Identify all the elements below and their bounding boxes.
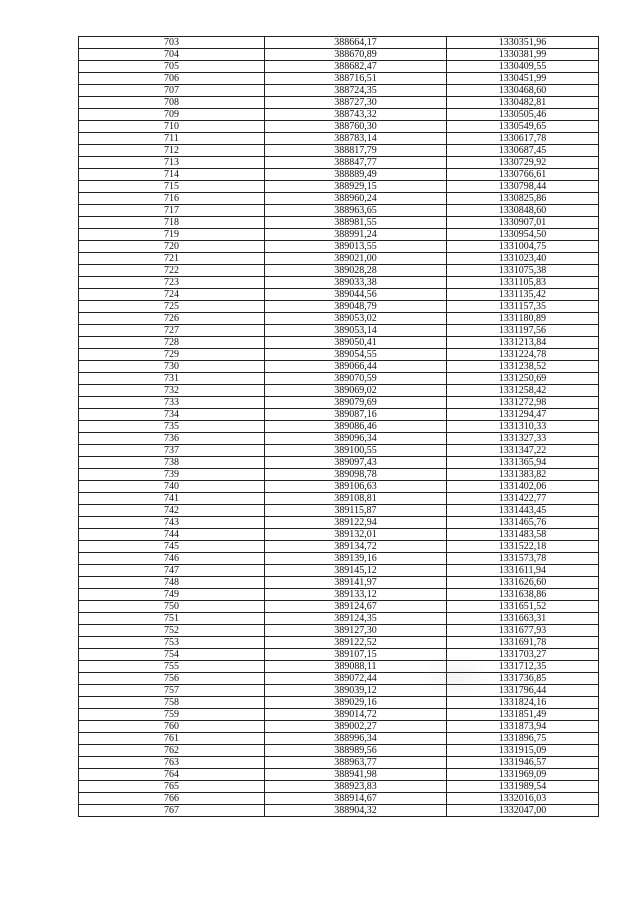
table-row (79, 277, 599, 289)
table-row (79, 421, 599, 433)
point-number-cell: 726 (79, 313, 265, 325)
table-row (79, 181, 599, 193)
point-number-cell: 747 (79, 565, 265, 577)
x-coordinate-cell: 388889,49 (265, 169, 447, 181)
point-number-cell: 745 (79, 541, 265, 553)
point-number-cell: 765 (79, 781, 265, 793)
table-row (79, 325, 599, 337)
point-number-cell: 738 (79, 457, 265, 469)
point-number-cell: 720 (79, 241, 265, 253)
table-row (79, 745, 599, 757)
y-coordinate-cell: 1330451,99 (447, 73, 599, 85)
point-number-cell: 706 (79, 73, 265, 85)
table-row (79, 505, 599, 517)
table-row (79, 385, 599, 397)
y-coordinate-cell: 1331873,94 (447, 721, 599, 733)
x-coordinate-cell: 389098,78 (265, 469, 447, 481)
point-number-cell: 730 (79, 361, 265, 373)
point-number-cell: 753 (79, 637, 265, 649)
x-coordinate-cell: 388664,17 (265, 37, 447, 49)
y-coordinate-cell: 1332016,03 (447, 793, 599, 805)
x-coordinate-cell: 389029,16 (265, 697, 447, 709)
x-coordinate-cell: 389115,87 (265, 505, 447, 517)
table-row (79, 397, 599, 409)
x-coordinate-cell: 388996,34 (265, 733, 447, 745)
x-coordinate-cell: 389070,59 (265, 373, 447, 385)
y-coordinate-cell: 1331213,84 (447, 337, 599, 349)
x-coordinate-cell: 389141,97 (265, 577, 447, 589)
x-coordinate-cell: 389013,55 (265, 241, 447, 253)
y-coordinate-cell: 1331896,75 (447, 733, 599, 745)
point-number-cell: 734 (79, 409, 265, 421)
y-coordinate-cell: 1331258,42 (447, 385, 599, 397)
x-coordinate-cell: 389053,02 (265, 313, 447, 325)
table-row (79, 253, 599, 265)
point-number-cell: 707 (79, 85, 265, 97)
point-number-cell: 705 (79, 61, 265, 73)
y-coordinate-cell: 1331250,69 (447, 373, 599, 385)
point-number-cell: 709 (79, 109, 265, 121)
y-coordinate-cell: 1331224,78 (447, 349, 599, 361)
point-number-cell: 713 (79, 157, 265, 169)
x-coordinate-cell: 388981,55 (265, 217, 447, 229)
y-coordinate-cell: 1331272,98 (447, 397, 599, 409)
point-number-cell: 751 (79, 613, 265, 625)
y-coordinate-cell: 1332047,00 (447, 805, 599, 817)
x-coordinate-cell: 388682,47 (265, 61, 447, 73)
x-coordinate-cell: 389014,72 (265, 709, 447, 721)
x-coordinate-cell: 389028,28 (265, 265, 447, 277)
y-coordinate-cell: 1331004,75 (447, 241, 599, 253)
table-row (79, 553, 599, 565)
x-coordinate-cell: 389088,11 (265, 661, 447, 673)
table-row (79, 373, 599, 385)
table-row (79, 49, 599, 61)
point-number-cell: 766 (79, 793, 265, 805)
coordinates-table (78, 36, 599, 817)
point-number-cell: 708 (79, 97, 265, 109)
y-coordinate-cell: 1331135,42 (447, 289, 599, 301)
point-number-cell: 728 (79, 337, 265, 349)
y-coordinate-cell: 1330798,44 (447, 181, 599, 193)
x-coordinate-cell: 389079,69 (265, 397, 447, 409)
table-row (79, 61, 599, 73)
x-coordinate-cell: 389069,02 (265, 385, 447, 397)
x-coordinate-cell: 389066,44 (265, 361, 447, 373)
table-row (79, 73, 599, 85)
point-number-cell: 740 (79, 481, 265, 493)
point-number-cell: 715 (79, 181, 265, 193)
y-coordinate-cell: 1330848,60 (447, 205, 599, 217)
y-coordinate-cell: 1331626,60 (447, 577, 599, 589)
x-coordinate-cell: 388847,77 (265, 157, 447, 169)
table-row (79, 781, 599, 793)
point-number-cell: 761 (79, 733, 265, 745)
table-row (79, 349, 599, 361)
point-number-cell: 754 (79, 649, 265, 661)
y-coordinate-cell: 1331157,35 (447, 301, 599, 313)
table-row (79, 697, 599, 709)
y-coordinate-cell: 1330468,60 (447, 85, 599, 97)
y-coordinate-cell: 1331691,78 (447, 637, 599, 649)
table-row (79, 517, 599, 529)
point-number-cell: 758 (79, 697, 265, 709)
table-row (79, 145, 599, 157)
point-number-cell: 729 (79, 349, 265, 361)
x-coordinate-cell: 388929,15 (265, 181, 447, 193)
x-coordinate-cell: 389107,15 (265, 649, 447, 661)
y-coordinate-cell: 1331365,94 (447, 457, 599, 469)
x-coordinate-cell: 388963,65 (265, 205, 447, 217)
table-row (79, 265, 599, 277)
table-row (79, 613, 599, 625)
table-row (79, 721, 599, 733)
table-row (79, 685, 599, 697)
point-number-cell: 737 (79, 445, 265, 457)
x-coordinate-cell: 389050,41 (265, 337, 447, 349)
table-row (79, 241, 599, 253)
y-coordinate-cell: 1330687,45 (447, 145, 599, 157)
x-coordinate-cell: 389139,16 (265, 553, 447, 565)
point-number-cell: 750 (79, 601, 265, 613)
x-coordinate-cell: 388989,56 (265, 745, 447, 757)
x-coordinate-cell: 389108,81 (265, 493, 447, 505)
table-row (79, 757, 599, 769)
y-coordinate-cell: 1331522,18 (447, 541, 599, 553)
point-number-cell: 748 (79, 577, 265, 589)
point-number-cell: 760 (79, 721, 265, 733)
table-row (79, 85, 599, 97)
table-row (79, 313, 599, 325)
point-number-cell: 722 (79, 265, 265, 277)
y-coordinate-cell: 1331197,56 (447, 325, 599, 337)
table-row (79, 709, 599, 721)
table-row (79, 637, 599, 649)
x-coordinate-cell: 389044,56 (265, 289, 447, 301)
point-number-cell: 710 (79, 121, 265, 133)
point-number-cell: 714 (79, 169, 265, 181)
y-coordinate-cell: 1331796,44 (447, 685, 599, 697)
table-row (79, 409, 599, 421)
y-coordinate-cell: 1331310,33 (447, 421, 599, 433)
point-number-cell: 725 (79, 301, 265, 313)
y-coordinate-cell: 1331851,49 (447, 709, 599, 721)
x-coordinate-cell: 388817,79 (265, 145, 447, 157)
point-number-cell: 718 (79, 217, 265, 229)
y-coordinate-cell: 1330482,81 (447, 97, 599, 109)
table-row (79, 337, 599, 349)
y-coordinate-cell: 1331180,89 (447, 313, 599, 325)
x-coordinate-cell: 388941,98 (265, 769, 447, 781)
y-coordinate-cell: 1331824,16 (447, 697, 599, 709)
table-row (79, 301, 599, 313)
point-number-cell: 767 (79, 805, 265, 817)
x-coordinate-cell: 388743,32 (265, 109, 447, 121)
x-coordinate-cell: 389021,00 (265, 253, 447, 265)
y-coordinate-cell: 1331105,83 (447, 277, 599, 289)
table-row (79, 469, 599, 481)
x-coordinate-cell: 389132,01 (265, 529, 447, 541)
y-coordinate-cell: 1331736,85 (447, 673, 599, 685)
table-row (79, 673, 599, 685)
y-coordinate-cell: 1331483,58 (447, 529, 599, 541)
point-number-cell: 755 (79, 661, 265, 673)
y-coordinate-cell: 1331703,27 (447, 649, 599, 661)
table-row (79, 433, 599, 445)
table-row (79, 649, 599, 661)
y-coordinate-cell: 1331989,54 (447, 781, 599, 793)
point-number-cell: 741 (79, 493, 265, 505)
table-row (79, 289, 599, 301)
x-coordinate-cell: 389122,52 (265, 637, 447, 649)
y-coordinate-cell: 1331915,09 (447, 745, 599, 757)
y-coordinate-cell: 1331651,52 (447, 601, 599, 613)
point-number-cell: 721 (79, 253, 265, 265)
point-number-cell: 732 (79, 385, 265, 397)
y-coordinate-cell: 1331238,52 (447, 361, 599, 373)
y-coordinate-cell: 1330351,96 (447, 37, 599, 49)
point-number-cell: 744 (79, 529, 265, 541)
point-number-cell: 762 (79, 745, 265, 757)
x-coordinate-cell: 389134,72 (265, 541, 447, 553)
x-coordinate-cell: 388670,89 (265, 49, 447, 61)
point-number-cell: 757 (79, 685, 265, 697)
table-row (79, 133, 599, 145)
table-row (79, 805, 599, 817)
table-row (79, 541, 599, 553)
table-row (79, 229, 599, 241)
y-coordinate-cell: 1331638,86 (447, 589, 599, 601)
point-number-cell: 742 (79, 505, 265, 517)
table-row (79, 625, 599, 637)
table-row (79, 193, 599, 205)
x-coordinate-cell: 389133,12 (265, 589, 447, 601)
table-row (79, 217, 599, 229)
table-row (79, 205, 599, 217)
x-coordinate-cell: 389048,79 (265, 301, 447, 313)
point-number-cell: 717 (79, 205, 265, 217)
point-number-cell: 703 (79, 37, 265, 49)
y-coordinate-cell: 1330954,50 (447, 229, 599, 241)
x-coordinate-cell: 389053,14 (265, 325, 447, 337)
y-coordinate-cell: 1331023,40 (447, 253, 599, 265)
point-number-cell: 711 (79, 133, 265, 145)
x-coordinate-cell: 388760,30 (265, 121, 447, 133)
point-number-cell: 746 (79, 553, 265, 565)
y-coordinate-cell: 1331969,09 (447, 769, 599, 781)
table-row (79, 481, 599, 493)
table-row (79, 109, 599, 121)
x-coordinate-cell: 388727,30 (265, 97, 447, 109)
x-coordinate-cell: 389096,34 (265, 433, 447, 445)
table-row (79, 361, 599, 373)
x-coordinate-cell: 388783,14 (265, 133, 447, 145)
x-coordinate-cell: 389100,55 (265, 445, 447, 457)
point-number-cell: 723 (79, 277, 265, 289)
y-coordinate-cell: 1330381,99 (447, 49, 599, 61)
point-number-cell: 759 (79, 709, 265, 721)
y-coordinate-cell: 1331573,78 (447, 553, 599, 565)
y-coordinate-cell: 1330907,01 (447, 217, 599, 229)
point-number-cell: 704 (79, 49, 265, 61)
x-coordinate-cell: 389086,46 (265, 421, 447, 433)
x-coordinate-cell: 388724,35 (265, 85, 447, 97)
point-number-cell: 724 (79, 289, 265, 301)
table-row (79, 457, 599, 469)
y-coordinate-cell: 1331383,82 (447, 469, 599, 481)
table-row (79, 37, 599, 49)
table-row (79, 157, 599, 169)
y-coordinate-cell: 1331611,94 (447, 565, 599, 577)
x-coordinate-cell: 389145,12 (265, 565, 447, 577)
y-coordinate-cell: 1330825,86 (447, 193, 599, 205)
y-coordinate-cell: 1331347,22 (447, 445, 599, 457)
y-coordinate-cell: 1331465,76 (447, 517, 599, 529)
y-coordinate-cell: 1331422,77 (447, 493, 599, 505)
table-row (79, 529, 599, 541)
y-coordinate-cell: 1330617,78 (447, 133, 599, 145)
x-coordinate-cell: 388960,24 (265, 193, 447, 205)
x-coordinate-cell: 388991,24 (265, 229, 447, 241)
y-coordinate-cell: 1331294,47 (447, 409, 599, 421)
y-coordinate-cell: 1331946,57 (447, 757, 599, 769)
table-row (79, 577, 599, 589)
y-coordinate-cell: 1331075,38 (447, 265, 599, 277)
x-coordinate-cell: 388716,51 (265, 73, 447, 85)
point-number-cell: 733 (79, 397, 265, 409)
point-number-cell: 749 (79, 589, 265, 601)
table-row (79, 733, 599, 745)
y-coordinate-cell: 1331677,93 (447, 625, 599, 637)
x-coordinate-cell: 389097,43 (265, 457, 447, 469)
x-coordinate-cell: 389002,27 (265, 721, 447, 733)
x-coordinate-cell: 389072,44 (265, 673, 447, 685)
point-number-cell: 712 (79, 145, 265, 157)
point-number-cell: 756 (79, 673, 265, 685)
y-coordinate-cell: 1330409,55 (447, 61, 599, 73)
table-row (79, 169, 599, 181)
point-number-cell: 752 (79, 625, 265, 637)
table-row (79, 793, 599, 805)
x-coordinate-cell: 389124,35 (265, 613, 447, 625)
x-coordinate-cell: 389122,94 (265, 517, 447, 529)
x-coordinate-cell: 388923,83 (265, 781, 447, 793)
table-row (79, 565, 599, 577)
table-row (79, 121, 599, 133)
point-number-cell: 736 (79, 433, 265, 445)
x-coordinate-cell: 389039,12 (265, 685, 447, 697)
coordinates-table-body (79, 37, 599, 817)
x-coordinate-cell: 389087,16 (265, 409, 447, 421)
y-coordinate-cell: 1330549,65 (447, 121, 599, 133)
table-row (79, 661, 599, 673)
y-coordinate-cell: 1331663,31 (447, 613, 599, 625)
x-coordinate-cell: 389033,38 (265, 277, 447, 289)
y-coordinate-cell: 1331712,35 (447, 661, 599, 673)
y-coordinate-cell: 1331327,33 (447, 433, 599, 445)
point-number-cell: 763 (79, 757, 265, 769)
point-number-cell: 716 (79, 193, 265, 205)
table-row (79, 589, 599, 601)
y-coordinate-cell: 1330729,92 (447, 157, 599, 169)
x-coordinate-cell: 389124,67 (265, 601, 447, 613)
table-row (79, 769, 599, 781)
x-coordinate-cell: 388914,67 (265, 793, 447, 805)
table-row (79, 493, 599, 505)
y-coordinate-cell: 1330505,46 (447, 109, 599, 121)
point-number-cell: 727 (79, 325, 265, 337)
point-number-cell: 739 (79, 469, 265, 481)
point-number-cell: 735 (79, 421, 265, 433)
y-coordinate-cell: 1330766,61 (447, 169, 599, 181)
y-coordinate-cell: 1331402,06 (447, 481, 599, 493)
x-coordinate-cell: 389054,55 (265, 349, 447, 361)
x-coordinate-cell: 388963,77 (265, 757, 447, 769)
x-coordinate-cell: 389106,63 (265, 481, 447, 493)
point-number-cell: 743 (79, 517, 265, 529)
x-coordinate-cell: 389127,30 (265, 625, 447, 637)
table-row (79, 601, 599, 613)
table-row (79, 97, 599, 109)
point-number-cell: 719 (79, 229, 265, 241)
y-coordinate-cell: 1331443,45 (447, 505, 599, 517)
x-coordinate-cell: 388904,32 (265, 805, 447, 817)
point-number-cell: 731 (79, 373, 265, 385)
table-row (79, 445, 599, 457)
point-number-cell: 764 (79, 769, 265, 781)
